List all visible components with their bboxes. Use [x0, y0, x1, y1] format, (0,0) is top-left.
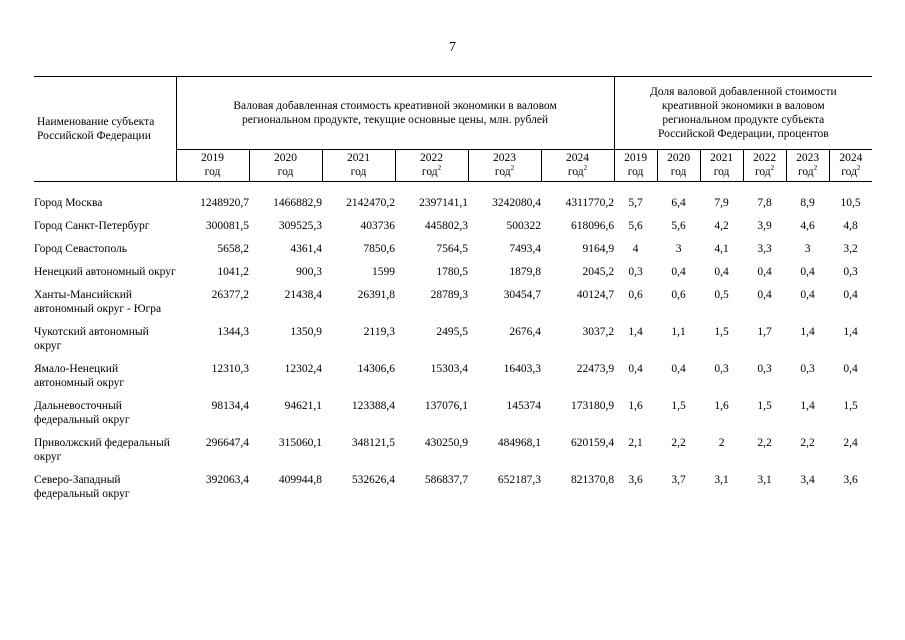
gva-value-cell: 2397141,1 [419, 197, 468, 209]
share-value-cell: 7,8 [757, 197, 772, 209]
share-year-header [786, 150, 829, 182]
gva-value-cell: 1599 [372, 266, 395, 278]
gva-value-cell: 3037,2 [582, 326, 615, 338]
gva-value-cell: 12302,4 [284, 363, 322, 375]
gva-value-cell: 586837,7 [424, 474, 468, 486]
gva-value-cell: 532626,4 [351, 474, 395, 486]
year-word-text: год [204, 166, 221, 178]
footnote-mark: 2 [583, 164, 588, 173]
gva-value-cell: 98134,4 [211, 400, 249, 412]
share-value-cell: 0,4 [757, 289, 772, 301]
gva-value-cell: 445802,3 [424, 220, 468, 232]
year-word [787, 165, 829, 179]
share-value-cell: 1,4 [800, 326, 815, 338]
gva-value-cell: 4361,4 [290, 243, 322, 255]
share-value-cell: 3,7 [671, 474, 686, 486]
gva-value-cell: 22473,9 [576, 363, 615, 375]
gva-value-cell: 28789,3 [430, 289, 468, 301]
gva-value-cell: 30454,7 [503, 289, 541, 301]
gva-value-cell: 1344,3 [217, 326, 249, 338]
table-row [34, 325, 872, 362]
gva-value-cell: 3242080,4 [492, 197, 541, 209]
year-word-text: год [567, 166, 584, 178]
share-value-cell: 4,6 [800, 220, 815, 232]
share-value-cell: 0,6 [671, 289, 686, 301]
gva-value-cell: 900,3 [296, 266, 322, 278]
share-value-cell: 1,4 [628, 326, 643, 338]
gva-value-cell: 300081,5 [205, 220, 249, 232]
year-word-text: год [277, 166, 294, 178]
gva-value-cell: 40124,7 [576, 289, 615, 301]
share-value-cell: 4,8 [843, 220, 858, 232]
gva-value-cell: 296647,4 [205, 437, 249, 449]
share-value-cell: 2,4 [843, 437, 858, 449]
gva-value-cell: 821370,8 [570, 474, 615, 486]
share-value-cell: 3,2 [843, 243, 858, 255]
gva-value-cell: 403736 [360, 220, 395, 232]
share-value-cell: 1,1 [671, 326, 686, 338]
share-value-cell: 0,4 [800, 289, 815, 301]
share-value-cell: 0,3 [628, 266, 643, 278]
table-row [34, 399, 872, 436]
table-row [34, 362, 872, 399]
share-value-cell: 5,7 [628, 197, 643, 209]
year-word-text: год [670, 166, 687, 178]
gva-value-cell: 500322 [506, 220, 541, 232]
share-value-cell: 2,2 [757, 437, 772, 449]
year-label: 2021 [347, 152, 370, 164]
year-word [250, 165, 322, 179]
share-value-cell: 2,2 [800, 437, 815, 449]
share-value-cell: 3,4 [800, 474, 815, 486]
year-word [744, 165, 786, 179]
gva-value-cell: 7850,6 [363, 243, 395, 255]
year-label: 2020 [667, 152, 691, 164]
table-row [34, 436, 872, 473]
column-group-gva [176, 77, 614, 150]
gva-value-cell: 409944,8 [278, 474, 322, 486]
year-label: 2021 [710, 152, 734, 164]
share-value-cell: 7,9 [714, 197, 729, 209]
year-word-text: год [421, 166, 438, 178]
table-body [34, 182, 872, 511]
share-value-cell: 0,4 [671, 266, 686, 278]
gva-value-cell: 2045,2 [582, 266, 615, 278]
gva-value-cell: 137076,1 [424, 400, 468, 412]
gva-group-label: Валовая добавленная стоимость креативной экономики в валовом региональном продукте, текущие основные цены, млн. рублей [233, 100, 557, 126]
share-year-header [657, 150, 700, 182]
table-row [34, 219, 872, 242]
footnote-mark: 2 [437, 164, 442, 173]
gva-value-cell: 484968,1 [497, 437, 541, 449]
gva-value-cell: 1466882,9 [273, 197, 322, 209]
gva-year-header [249, 150, 322, 182]
share-value-cell: 3,1 [757, 474, 772, 486]
table-row [34, 242, 872, 265]
year-word [177, 165, 249, 179]
gva-value-cell: 1350,9 [290, 326, 322, 338]
share-value-cell: 1,6 [714, 400, 729, 412]
gva-value-cell: 348121,5 [351, 437, 395, 449]
gva-value-cell: 309525,3 [278, 220, 322, 232]
creative-economy-table [34, 76, 872, 510]
gva-value-cell: 26391,8 [357, 289, 395, 301]
year-word [469, 165, 541, 179]
gva-value-cell: 7493,4 [509, 243, 541, 255]
gva-value-cell: 2119,3 [363, 326, 395, 338]
share-value-cell: 4,2 [714, 220, 729, 232]
share-value-cell: 0,4 [671, 363, 686, 375]
gva-value-cell: 2495,5 [436, 326, 468, 338]
share-value-cell: 1,4 [843, 326, 858, 338]
gva-value-cell: 2142470,2 [346, 197, 395, 209]
table-row [34, 265, 872, 288]
year-word-text: год [350, 166, 367, 178]
subject-name-cell: Дальневосточный федеральный округ [34, 400, 130, 426]
gva-value-cell: 16403,3 [503, 363, 541, 375]
gva-value-cell: 4311770,2 [565, 197, 615, 209]
footnote-mark: 2 [813, 164, 818, 173]
footnote-mark: 2 [856, 164, 861, 173]
year-word [830, 165, 873, 179]
gva-year-header [468, 150, 541, 182]
share-value-cell: 1,6 [628, 400, 643, 412]
year-word [615, 165, 657, 179]
year-label: 2020 [274, 152, 297, 164]
share-value-cell: 3,9 [757, 220, 772, 232]
share-value-cell: 3,6 [628, 474, 643, 486]
gva-value-cell: 12310,3 [211, 363, 249, 375]
share-value-cell: 1,5 [714, 326, 729, 338]
gva-value-cell: 1041,2 [217, 266, 249, 278]
gva-value-cell: 652187,3 [497, 474, 541, 486]
gva-value-cell: 15303,4 [430, 363, 468, 375]
page-number: 7 [449, 40, 456, 55]
share-value-cell: 1,7 [757, 326, 772, 338]
gva-value-cell: 618096,6 [570, 220, 615, 232]
share-value-cell: 0,3 [757, 363, 772, 375]
year-label: 2022 [753, 152, 777, 164]
footnote-mark: 2 [770, 164, 775, 173]
share-value-cell: 2 [718, 437, 725, 449]
subject-name-cell: Город Санкт-Петербург [34, 220, 150, 232]
year-word-text: год [797, 166, 814, 178]
share-value-cell: 3,1 [714, 474, 729, 486]
gva-value-cell: 2676,4 [509, 326, 541, 338]
gva-value-cell: 94621,1 [284, 400, 322, 412]
table-row [34, 288, 872, 325]
gva-year-header [322, 150, 395, 182]
gva-value-cell: 123388,4 [351, 400, 395, 412]
subject-name-cell: Город Севастополь [34, 243, 128, 255]
share-year-header [829, 150, 872, 182]
column-header-subject: Наименование субъекта Российской Федерации [34, 77, 176, 182]
share-value-cell: 3,3 [757, 243, 772, 255]
subject-name-cell: Ханты-Мансийский автономный округ - Югра [34, 289, 162, 315]
subject-name-cell: Приволжский федеральный округ [34, 437, 170, 463]
share-value-cell: 5,6 [628, 220, 643, 232]
share-year-header [614, 150, 657, 182]
share-value-cell: 0,3 [843, 266, 858, 278]
subject-name-cell: Город Москва [34, 197, 103, 209]
gva-value-cell: 173180,9 [570, 400, 615, 412]
gva-value-cell: 315060,1 [278, 437, 322, 449]
year-label: 2024 [566, 152, 590, 164]
gva-value-cell: 1879,8 [509, 266, 541, 278]
share-value-cell: 2,1 [628, 437, 643, 449]
year-word-text: год [713, 166, 730, 178]
year-word [323, 165, 395, 179]
share-value-cell: 1,5 [671, 400, 686, 412]
share-value-cell: 1,4 [800, 400, 815, 412]
year-word [701, 165, 743, 179]
gva-value-cell: 1780,5 [436, 266, 468, 278]
year-word-text: год [841, 166, 857, 178]
share-value-cell: 4 [632, 243, 639, 255]
gva-value-cell: 14306,6 [357, 363, 395, 375]
gva-value-cell: 26377,2 [211, 289, 249, 301]
gva-value-cell: 9164,9 [582, 243, 615, 255]
table-row [34, 473, 872, 510]
table-row [34, 196, 872, 219]
gva-value-cell: 7564,5 [436, 243, 468, 255]
year-word-text: год [494, 166, 511, 178]
subject-name-cell: Ямало-Ненецкий автономный округ [34, 363, 125, 389]
share-value-cell: 3 [675, 243, 682, 255]
share-year-header [743, 150, 786, 182]
subject-name-cell: Чукотский автономный округ [34, 326, 149, 352]
gva-value-cell: 392063,4 [205, 474, 249, 486]
year-word [542, 165, 614, 179]
share-value-cell: 10,5 [840, 197, 861, 209]
year-word-text: год [754, 166, 771, 178]
share-group-label: Доля валовой добавленной стоимости креативной экономики в валовом региональном продукте субъекта Российской Федерации, процентов [649, 86, 837, 140]
share-value-cell: 0,6 [628, 289, 643, 301]
share-value-cell: 0,5 [714, 289, 729, 301]
year-word [658, 165, 700, 179]
gva-value-cell: 1248920,7 [200, 197, 249, 209]
share-value-cell: 2,2 [671, 437, 686, 449]
gva-year-header [541, 150, 614, 182]
share-value-cell: 6,4 [671, 197, 686, 209]
share-value-cell: 0,4 [800, 266, 815, 278]
gva-value-cell: 5658,2 [217, 243, 249, 255]
share-value-cell: 0,4 [757, 266, 772, 278]
gva-value-cell: 21438,4 [284, 289, 322, 301]
year-label: 2023 [493, 152, 516, 164]
share-year-header [700, 150, 743, 182]
share-value-cell: 1,5 [843, 400, 858, 412]
gva-value-cell: 145374 [506, 400, 541, 412]
share-value-cell: 0,4 [628, 363, 643, 375]
share-value-cell: 0,3 [800, 363, 815, 375]
share-value-cell: 0,3 [714, 363, 729, 375]
year-word-text: год [627, 166, 644, 178]
share-value-cell: 8,9 [800, 197, 815, 209]
subject-name-cell: Северо-Западный федеральный округ [34, 474, 130, 500]
year-word [396, 165, 468, 179]
gva-value-cell: 430250,9 [424, 437, 468, 449]
footnote-mark: 2 [510, 164, 515, 173]
share-value-cell: 3 [804, 243, 811, 255]
share-value-cell: 0,4 [843, 289, 858, 301]
share-value-cell: 4,1 [714, 243, 729, 255]
column-group-share [614, 77, 872, 150]
share-value-cell: 5,6 [671, 220, 686, 232]
share-value-cell: 1,5 [757, 400, 772, 412]
year-label: 2023 [796, 152, 820, 164]
year-label: 2024 [839, 152, 863, 164]
gva-year-header [176, 150, 249, 182]
year-label: 2019 [201, 152, 224, 164]
subject-name-cell: Ненецкий автономный округ [34, 266, 176, 278]
share-value-cell: 0,4 [843, 363, 858, 375]
year-label: 2022 [420, 152, 443, 164]
gva-value-cell: 620159,4 [570, 437, 615, 449]
share-value-cell: 3,6 [843, 474, 858, 486]
gva-year-header [395, 150, 468, 182]
year-label: 2019 [624, 152, 648, 164]
share-value-cell: 0,4 [714, 266, 729, 278]
